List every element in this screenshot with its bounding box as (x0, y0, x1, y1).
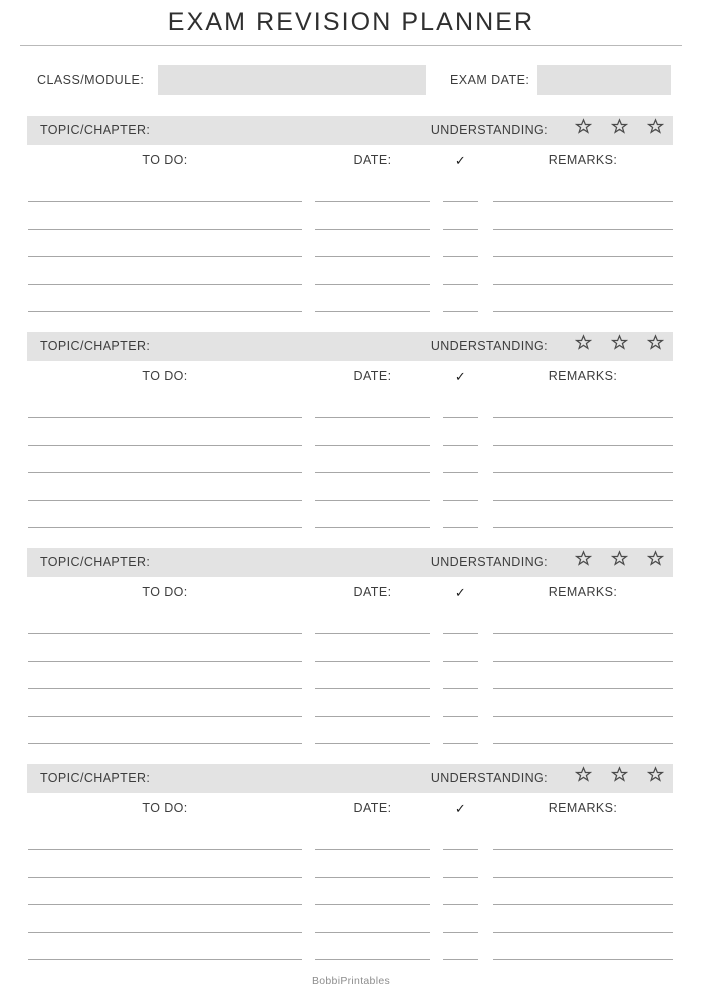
date-column-label: DATE: (353, 153, 392, 167)
entry-line-remarks[interactable] (493, 688, 673, 689)
entry-line-check[interactable] (443, 229, 478, 230)
star-outline-icon[interactable] (647, 766, 664, 783)
entry-line-todo[interactable] (28, 959, 302, 960)
column-headers (0, 801, 702, 821)
entry-line-remarks[interactable] (493, 445, 673, 446)
check-column-label: ✓ (454, 153, 467, 168)
todo-column-label: TO DO: (142, 585, 188, 599)
entry-line-date[interactable] (315, 445, 430, 446)
entry-line-remarks[interactable] (493, 661, 673, 662)
entry-line-remarks[interactable] (493, 743, 673, 744)
entry-line-todo[interactable] (28, 201, 302, 202)
column-headers (0, 369, 702, 389)
entry-line-todo[interactable] (28, 311, 302, 312)
understanding-label: UNDERSTANDING: (430, 123, 548, 137)
understanding-stars[interactable] (575, 334, 664, 351)
todo-column-label: TO DO: (142, 369, 188, 383)
entry-line-remarks[interactable] (493, 932, 673, 933)
entry-line-remarks[interactable] (493, 229, 673, 230)
entry-line-date[interactable] (315, 661, 430, 662)
todo-column-label: TO DO: (142, 801, 188, 815)
entry-line-todo[interactable] (28, 904, 302, 905)
understanding-label: UNDERSTANDING: (430, 339, 548, 353)
entry-line-check[interactable] (443, 472, 478, 473)
exam-date-input[interactable] (537, 65, 671, 95)
exam-date-label: EXAM DATE: (450, 73, 530, 87)
entry-line-todo[interactable] (28, 527, 302, 528)
check-column-label: ✓ (454, 801, 467, 816)
date-column-label: DATE: (353, 585, 392, 599)
class-module-input[interactable] (158, 65, 426, 95)
remarks-column-label: REMARKS: (548, 585, 618, 599)
entry-line-date[interactable] (315, 500, 430, 501)
entry-line-check[interactable] (443, 932, 478, 933)
entry-line-check[interactable] (443, 633, 478, 634)
column-headers (0, 585, 702, 605)
entry-line-check[interactable] (443, 959, 478, 960)
entry-line-check[interactable] (443, 500, 478, 501)
entry-line-remarks[interactable] (493, 633, 673, 634)
entry-line-date[interactable] (315, 904, 430, 905)
entry-line-todo[interactable] (28, 256, 302, 257)
entry-line-check[interactable] (443, 661, 478, 662)
star-outline-icon[interactable] (575, 334, 592, 351)
entry-line-check[interactable] (443, 849, 478, 850)
entry-line-date[interactable] (315, 688, 430, 689)
entry-line-todo[interactable] (28, 932, 302, 933)
star-outline-icon[interactable] (611, 334, 628, 351)
title-divider (20, 45, 682, 46)
entry-line-date[interactable] (315, 743, 430, 744)
column-headers (0, 153, 702, 173)
entry-line-date[interactable] (315, 284, 430, 285)
entry-line-todo[interactable] (28, 743, 302, 744)
star-outline-icon[interactable] (647, 118, 664, 135)
entry-line-date[interactable] (315, 716, 430, 717)
topic-band[interactable] (27, 764, 673, 793)
entry-line-date[interactable] (315, 417, 430, 418)
entry-line-todo[interactable] (28, 661, 302, 662)
meta-row (0, 65, 702, 97)
entry-line-check[interactable] (443, 311, 478, 312)
topic-chapter-label: TOPIC/CHAPTER: (40, 339, 151, 353)
entry-line-remarks[interactable] (493, 959, 673, 960)
entry-line-date[interactable] (315, 201, 430, 202)
entry-line-remarks[interactable] (493, 877, 673, 878)
star-outline-icon[interactable] (575, 118, 592, 135)
entry-line-todo[interactable] (28, 633, 302, 634)
todo-column-label: TO DO: (142, 153, 188, 167)
entry-line-remarks[interactable] (493, 284, 673, 285)
entry-line-remarks[interactable] (493, 417, 673, 418)
understanding-stars[interactable] (575, 550, 664, 567)
entry-line-todo[interactable] (28, 688, 302, 689)
entry-line-check[interactable] (443, 256, 478, 257)
entry-line-remarks[interactable] (493, 201, 673, 202)
check-column-label: ✓ (454, 585, 467, 600)
star-outline-icon[interactable] (611, 766, 628, 783)
entry-line-remarks[interactable] (493, 904, 673, 905)
entry-line-date[interactable] (315, 311, 430, 312)
entry-line-date[interactable] (315, 877, 430, 878)
star-outline-icon[interactable] (647, 334, 664, 351)
date-column-label: DATE: (353, 369, 392, 383)
entry-line-date[interactable] (315, 849, 430, 850)
entry-line-check[interactable] (443, 743, 478, 744)
entry-line-todo[interactable] (28, 500, 302, 501)
understanding-label: UNDERSTANDING: (430, 555, 548, 569)
entry-line-date[interactable] (315, 633, 430, 634)
entry-line-check[interactable] (443, 877, 478, 878)
understanding-stars[interactable] (575, 766, 664, 783)
topic-chapter-label: TOPIC/CHAPTER: (40, 771, 151, 785)
star-outline-icon[interactable] (647, 550, 664, 567)
remarks-column-label: REMARKS: (548, 153, 618, 167)
entry-line-date[interactable] (315, 472, 430, 473)
star-outline-icon[interactable] (611, 118, 628, 135)
entry-line-remarks[interactable] (493, 472, 673, 473)
check-column-label: ✓ (454, 369, 467, 384)
entry-line-remarks[interactable] (493, 849, 673, 850)
class-module-label: CLASS/MODULE: (37, 73, 145, 87)
entry-line-todo[interactable] (28, 445, 302, 446)
entry-line-check[interactable] (443, 284, 478, 285)
entry-line-todo[interactable] (28, 716, 302, 717)
entry-line-todo[interactable] (28, 472, 302, 473)
entry-line-check[interactable] (443, 904, 478, 905)
entry-line-date[interactable] (315, 527, 430, 528)
entry-line-date[interactable] (315, 959, 430, 960)
entry-line-date[interactable] (315, 932, 430, 933)
entry-line-todo[interactable] (28, 284, 302, 285)
entry-line-remarks[interactable] (493, 716, 673, 717)
entry-line-check[interactable] (443, 716, 478, 717)
footer-brand: BobbiPrintables (311, 975, 391, 987)
entry-line-todo[interactable] (28, 229, 302, 230)
entry-line-check[interactable] (443, 201, 478, 202)
understanding-label: UNDERSTANDING: (430, 771, 548, 785)
star-outline-icon[interactable] (611, 550, 628, 567)
entry-line-date[interactable] (315, 229, 430, 230)
remarks-column-label: REMARKS: (548, 801, 618, 815)
entry-line-check[interactable] (443, 688, 478, 689)
star-outline-icon[interactable] (575, 550, 592, 567)
entry-line-check[interactable] (443, 445, 478, 446)
entry-line-todo[interactable] (28, 417, 302, 418)
entry-line-remarks[interactable] (493, 256, 673, 257)
topic-chapter-label: TOPIC/CHAPTER: (40, 555, 151, 569)
topic-band[interactable] (27, 116, 673, 145)
entry-line-todo[interactable] (28, 849, 302, 850)
topic-band[interactable] (27, 548, 673, 577)
entry-line-check[interactable] (443, 417, 478, 418)
entry-line-check[interactable] (443, 527, 478, 528)
understanding-stars[interactable] (575, 118, 664, 135)
topic-band[interactable] (27, 332, 673, 361)
entry-line-date[interactable] (315, 256, 430, 257)
entry-line-remarks[interactable] (493, 527, 673, 528)
star-outline-icon[interactable] (575, 766, 592, 783)
entry-line-remarks[interactable] (493, 311, 673, 312)
date-column-label: DATE: (353, 801, 392, 815)
page-title: EXAM REVISION PLANNER (167, 8, 535, 36)
remarks-column-label: REMARKS: (548, 369, 618, 383)
entry-line-todo[interactable] (28, 877, 302, 878)
topic-chapter-label: TOPIC/CHAPTER: (40, 123, 151, 137)
entry-line-remarks[interactable] (493, 500, 673, 501)
